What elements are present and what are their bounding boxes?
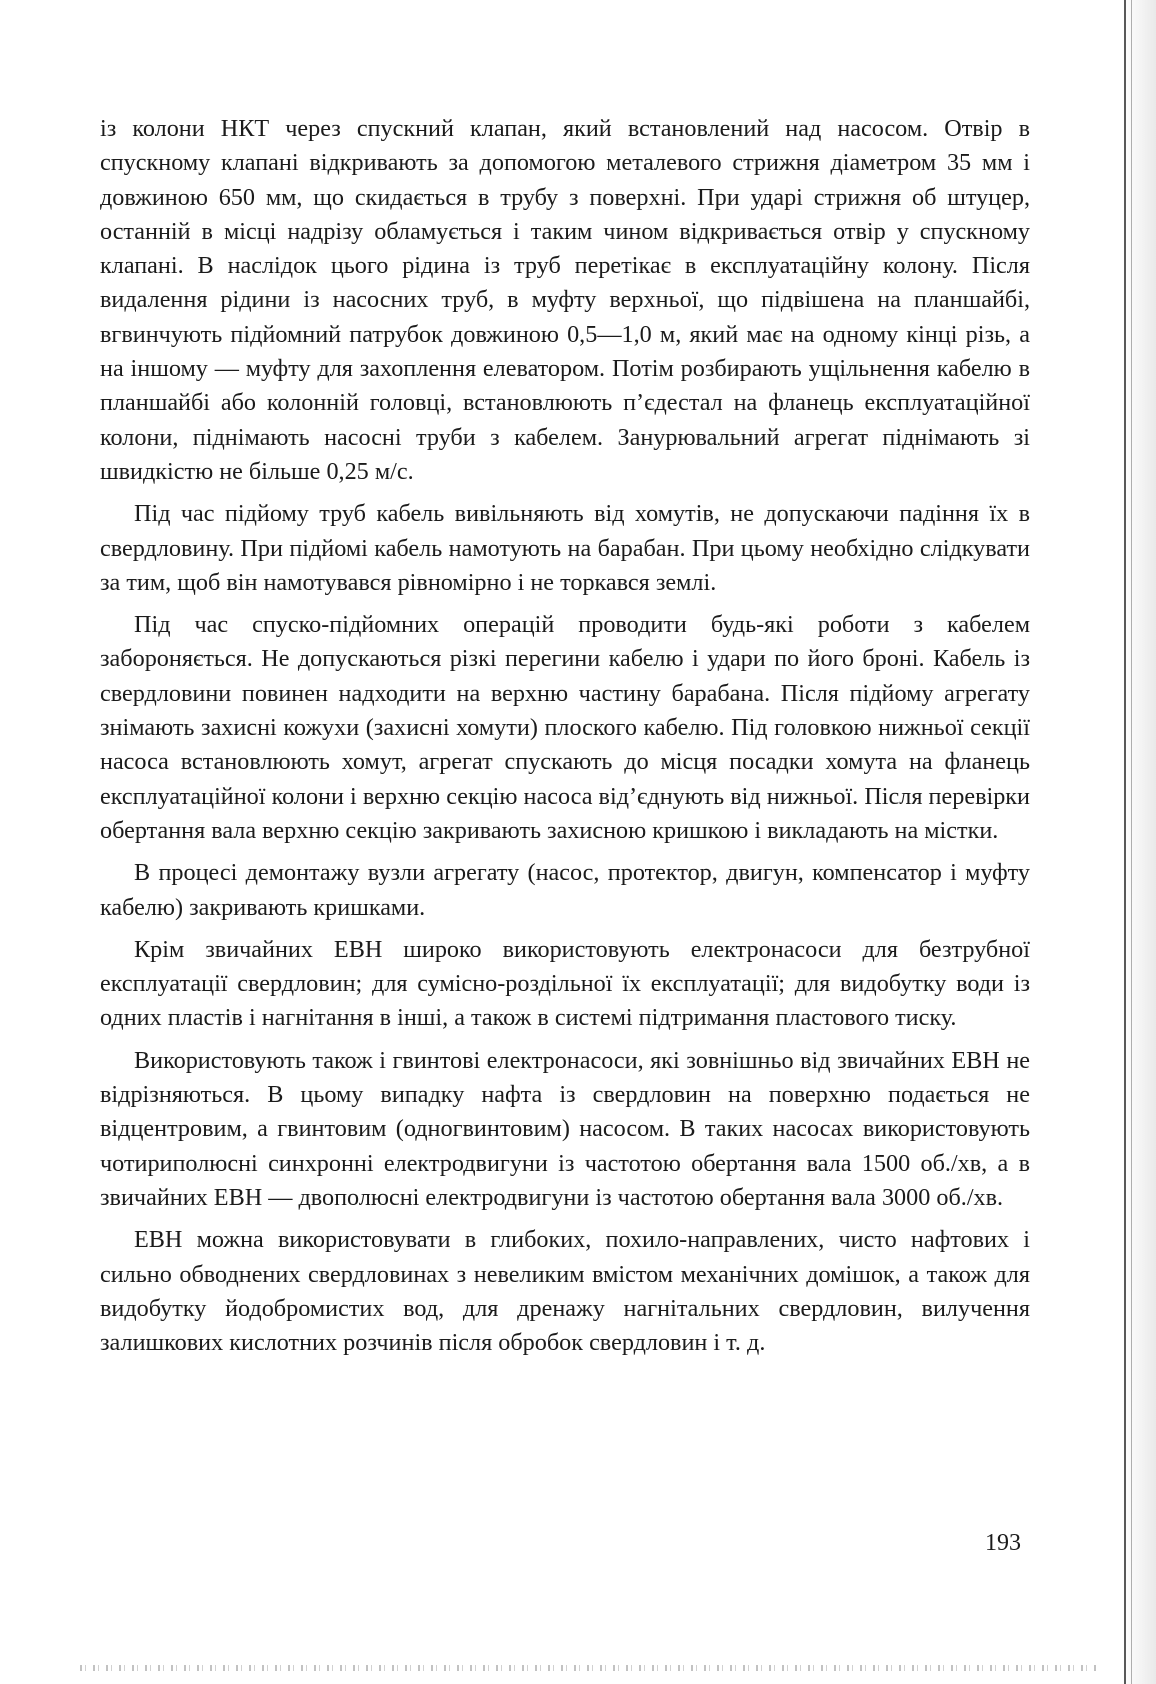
scan-binding-line <box>1124 0 1126 1684</box>
paragraph-5: Крім звичайних ЕВН широко використовують електронасоси для безтрубної експлуатації свердловин; для сумісно-роздільної їх експлуатації; для видобутку води із одних пластів і нагнітання в інші, а також в системі підтримання пластового тиску. <box>100 935 1030 1032</box>
paragraph-7: ЕВН можна використовувати в глибоких, похило-направлених, чисто нафтових і сильно обводнених свердловинах з невеликим вмістом механічних домішок, а також для видобутку йодобромистих вод, для дренажу нагнітальних свердловин, вилучення залишкових кислотних розчинів після обробок свердловин і т. д. <box>100 1226 1030 1357</box>
scan-binding-line-secondary <box>1131 0 1132 1684</box>
paragraph-4: В процесі демонтажу вузли агрегату (насос, протектор, двигун, компенсатор і муфту кабелю) закривають кришками. <box>100 859 1030 921</box>
paragraph-2: Під час підйому труб кабель вивільняють від хомутів, не допускаючи падіння їх в свердловину. При підйомі кабель намотують на барабан. При цьому необхідно слідкувати за тим, щоб він намотувався рівномірно і не торкався землі. <box>100 500 1030 596</box>
scan-page-edge <box>1122 0 1156 1684</box>
paragraph-1: із колони НКТ через спускний клапан, який встановлений над насосом. Отвір в спускному клапані відкривають за допомогою металевого стрижня діаметром 35 мм і довжиною 650 мм, що скидається в трубу з поверхні. При ударі стрижня об штуцер, останній в місці надрізу обламується і таким чином відкривається отвір у спускному клапані. В наслідок цього рідина із труб перетікає в експлуатаційну колону. Після видалення рідини із насосних труб, в муфту верхньої, що підвішена на планшайбі, вгвинчують підйомний патрубок довжиною 0,5—1,0 м, який має на одному кінці різь, а на іншому — муфту для захоплення елеватором. Потім розбирають ущільнення кабелю в планшайбі або колонній головці, встановлюють п’єдестал на фланець експлуатаційної колони, піднімають насосні труби з кабелем. Занурювальний агрегат піднімають зі швидкістю не більше 0,25 м/с. <box>100 115 1030 485</box>
page-number: 193 <box>985 1530 1021 1556</box>
scan-bottom-noise <box>80 1665 1096 1671</box>
page-body-text <box>100 112 1030 1368</box>
paragraph-6: Використовують також і гвинтові електронасоси, які зовнішньо від звичайних ЕВН не відрізняються. В цьому випадку нафта із свердловин на поверхню подається не відцентровим, а гвинтовим (одногвинтовим) насосом. В таких насосах використовують чотириполюсні синхронні електродвигуни із частотою обертання вала 1500 об./хв, а в звичайних ЕВН — двополюсні електродвигуни із частотою обертання вала 3000 об./хв. <box>100 1046 1030 1211</box>
paragraph-3: Під час спуско-підйомних операцій проводити будь-які роботи з кабелем забороняється. Не допускаються різкі перегини кабелю і удари по його броні. Кабель із свердловини повинен надходити на верхню частину барабана. Після підйому агрегату знімають захисні кожухи (захисні хомути) плоского кабелю. Під головкою нижньої секції насоса встановлюють хомут, агрегат спускають до місця посадки хомута на фланець експлуатаційної колони і верхню секцію насоса від’єднують від нижньої. Після перевірки обертання вала верхню секцію закривають захисною кришкою і викладають на містки. <box>100 611 1030 844</box>
